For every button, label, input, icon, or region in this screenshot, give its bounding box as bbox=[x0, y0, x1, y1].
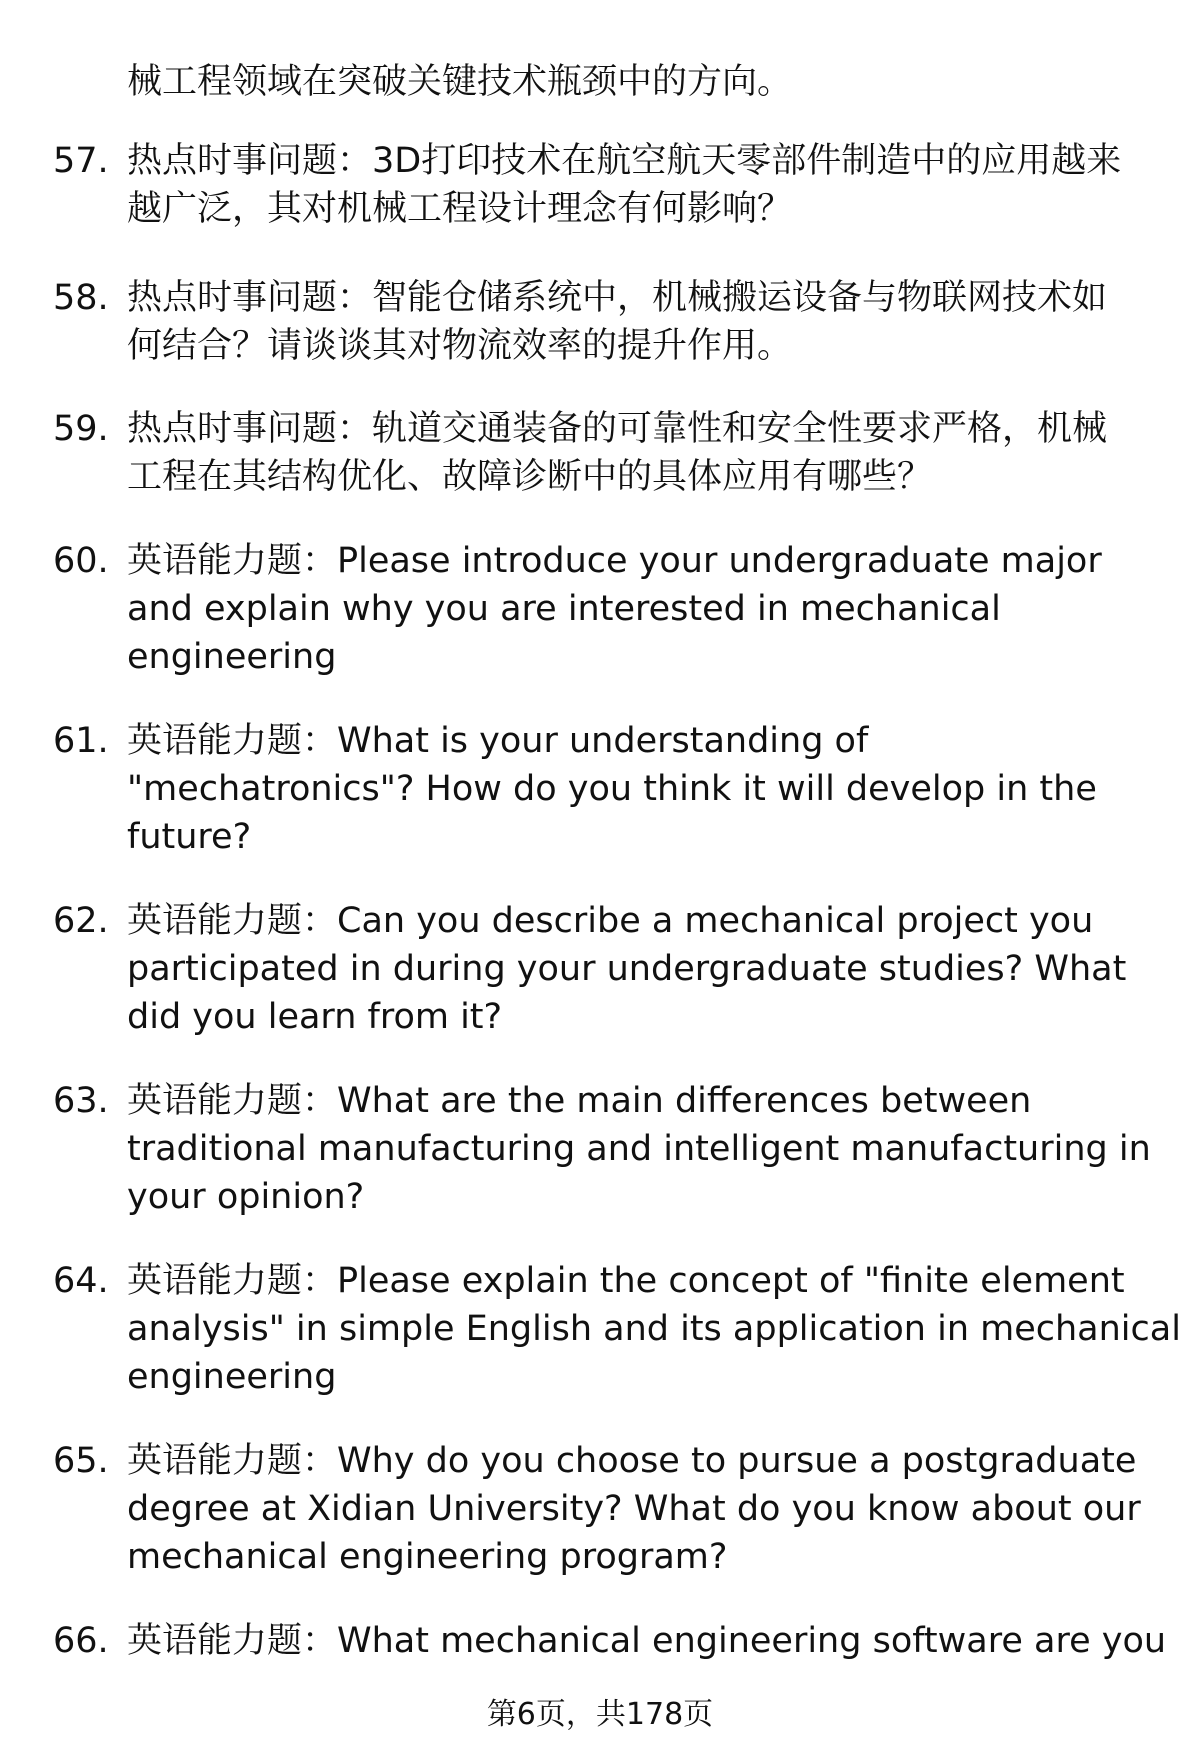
question-number: 65. bbox=[53, 1441, 109, 1481]
question-line: engineering bbox=[127, 637, 337, 677]
question-line: 英语能力题：What is your understanding of bbox=[127, 721, 869, 761]
question-line: and explain why you are interested in mechanical bbox=[127, 589, 1001, 629]
question-item bbox=[53, 274, 1163, 370]
question-line: 英语能力题：Please explain the concept of "finite element bbox=[127, 1261, 1125, 1301]
question-line: 热点时事问题：3D打印技术在航空航天零部件制造中的应用越来 bbox=[127, 141, 1122, 181]
question-line: traditional manufacturing and intelligent manufacturing in bbox=[127, 1129, 1151, 1169]
question-item bbox=[53, 1257, 1181, 1401]
question-line: 英语能力题：Please introduce your undergraduate major bbox=[127, 541, 1102, 581]
question-number: 64. bbox=[53, 1261, 109, 1301]
question-item bbox=[53, 1617, 1167, 1665]
question-line: engineering bbox=[127, 1357, 337, 1397]
question-line: "mechatronics"? How do you think it will develop in the bbox=[127, 769, 1097, 809]
question-text bbox=[127, 717, 1163, 861]
question-number: 59. bbox=[53, 409, 109, 449]
question-text bbox=[127, 1617, 1167, 1665]
question-line: degree at Xidian University? What do you know about our bbox=[127, 1489, 1141, 1529]
question-line: 越广泛，其对机械工程设计理念有何影响？ bbox=[127, 189, 793, 229]
question-text bbox=[127, 405, 1163, 501]
question-line: did you learn from it? bbox=[127, 997, 503, 1037]
question-line: 英语能力题：What are the main differences between bbox=[127, 1081, 1032, 1121]
question-number: 58. bbox=[53, 278, 109, 318]
question-number: 60. bbox=[53, 541, 109, 581]
question-text bbox=[127, 1257, 1181, 1401]
question-item bbox=[53, 137, 1163, 233]
question-text bbox=[127, 1077, 1163, 1221]
question-line: 何结合？请谈谈其对物流效率的提升作用。 bbox=[127, 326, 793, 366]
question-item bbox=[53, 897, 1163, 1041]
question-text bbox=[127, 137, 1163, 233]
question-line: 英语能力题：Can you describe a mechanical project you bbox=[127, 901, 1094, 941]
question-number: 61. bbox=[53, 721, 109, 761]
question-item bbox=[53, 717, 1163, 861]
page-footer: 第6页，共178页 bbox=[486, 1697, 714, 1732]
question-text bbox=[127, 1437, 1163, 1581]
question-line: 热点时事问题：轨道交通装备的可靠性和安全性要求严格，机械 bbox=[127, 409, 1108, 449]
question-number: 62. bbox=[53, 901, 109, 941]
question-item bbox=[53, 1077, 1163, 1221]
question-line: future? bbox=[127, 817, 252, 857]
question-text bbox=[127, 537, 1163, 681]
question-line: mechanical engineering program? bbox=[127, 1537, 728, 1577]
question-line: 英语能力题：What mechanical engineering software are you bbox=[127, 1621, 1167, 1661]
question-number: 66. bbox=[53, 1621, 109, 1661]
question-number: 63. bbox=[53, 1081, 109, 1121]
question-text bbox=[127, 897, 1163, 1041]
question-line: 工程在其结构优化、故障诊断中的具体应用有哪些？ bbox=[127, 457, 933, 497]
question-line: 热点时事问题：智能仓储系统中，机械搬运设备与物联网技术如 bbox=[127, 278, 1108, 318]
question-number: 57. bbox=[53, 141, 109, 181]
continued-text: 械工程领域在突破关键技术瓶颈中的方向。 bbox=[127, 62, 793, 102]
question-line: your opinion? bbox=[127, 1177, 365, 1217]
question-line: participated in during your undergraduate studies? What bbox=[127, 949, 1127, 989]
question-line: analysis" in simple English and its application in mechanical bbox=[127, 1309, 1181, 1349]
question-item bbox=[53, 1437, 1163, 1581]
question-line: 英语能力题：Why do you choose to pursue a postgraduate bbox=[127, 1441, 1137, 1481]
question-item bbox=[53, 405, 1163, 501]
question-text bbox=[127, 274, 1163, 370]
question-item bbox=[53, 537, 1163, 681]
